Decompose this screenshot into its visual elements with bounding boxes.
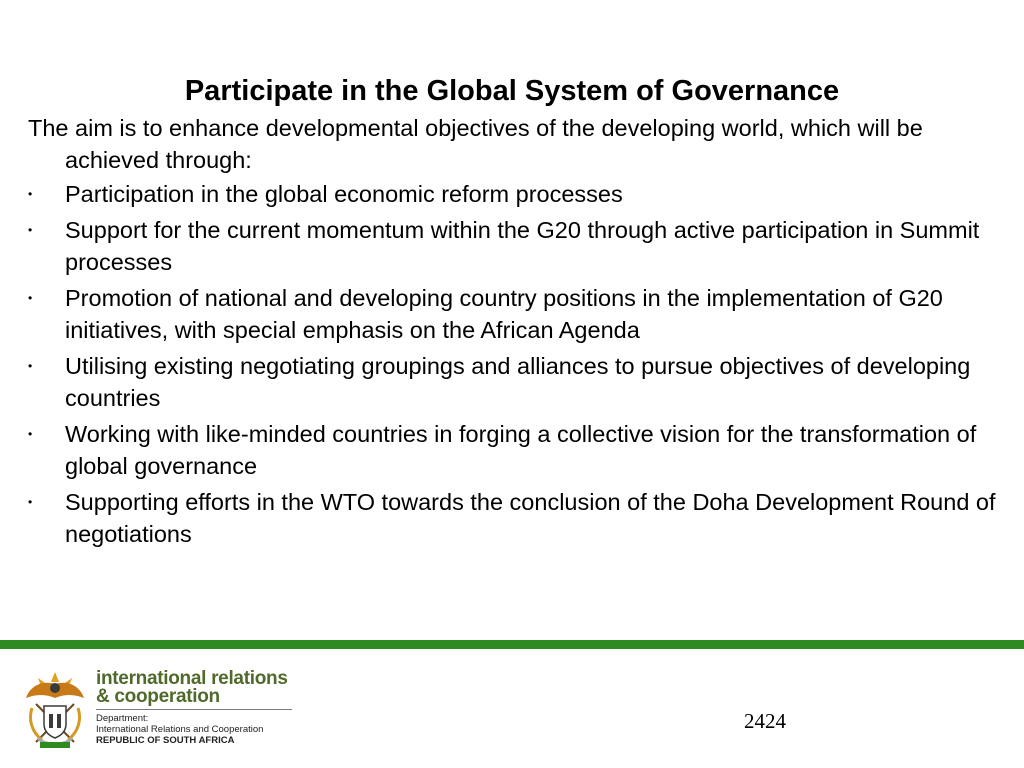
bullet-item <box>28 282 998 346</box>
slide-title: Participate in the Global System of Governance <box>184 75 840 108</box>
organisation-name-line1: international relations <box>96 668 288 689</box>
footer-divider-band <box>0 640 1024 649</box>
slide-body <box>28 112 998 554</box>
bullet-text: Participation in the global economic reform processes <box>65 181 623 207</box>
bullet-list <box>28 178 998 550</box>
department-name: International Relations and Cooperation <box>96 724 264 735</box>
bullet-text: Working with like-minded countries in forging a collective vision for the transformation of global governance <box>65 421 977 479</box>
department-text <box>96 713 263 746</box>
page-number: 2424 <box>744 709 786 733</box>
bullet-icon: • <box>28 495 33 509</box>
bullet-icon: • <box>28 291 33 305</box>
bullet-item <box>28 178 998 210</box>
bullet-icon: • <box>28 187 33 201</box>
department-label: Department: <box>96 713 149 724</box>
bullet-icon: • <box>28 223 33 237</box>
country-name: REPUBLIC OF SOUTH AFRICA <box>96 735 235 746</box>
organisation-name-line2: & cooperation <box>96 686 220 707</box>
bullet-item <box>28 350 998 414</box>
bullet-item <box>28 486 998 550</box>
logo-divider <box>96 709 292 710</box>
organisation-name <box>96 670 288 706</box>
bullet-icon: • <box>28 359 33 373</box>
coat-of-arms-icon <box>24 668 86 750</box>
bullet-item <box>28 418 998 482</box>
bullet-icon: • <box>28 427 33 441</box>
bullet-item <box>28 214 998 278</box>
bullet-text: Support for the current momentum within the G20 through active participation in Summit processes <box>65 217 980 275</box>
bullet-text: Utilising existing negotiating groupings and alliances to pursue objectives of developing countries <box>65 353 971 411</box>
bullet-text: Promotion of national and developing country positions in the implementation of G20 initiatives, with special emphasis on the African Agenda <box>65 285 943 343</box>
intro-paragraph: The aim is to enhance developmental objectives of the developing world, which will be achieved through: <box>28 115 923 173</box>
bullet-text: Supporting efforts in the WTO towards the conclusion of the Doha Development Round of negotiations <box>65 489 996 547</box>
department-logo <box>24 668 294 750</box>
